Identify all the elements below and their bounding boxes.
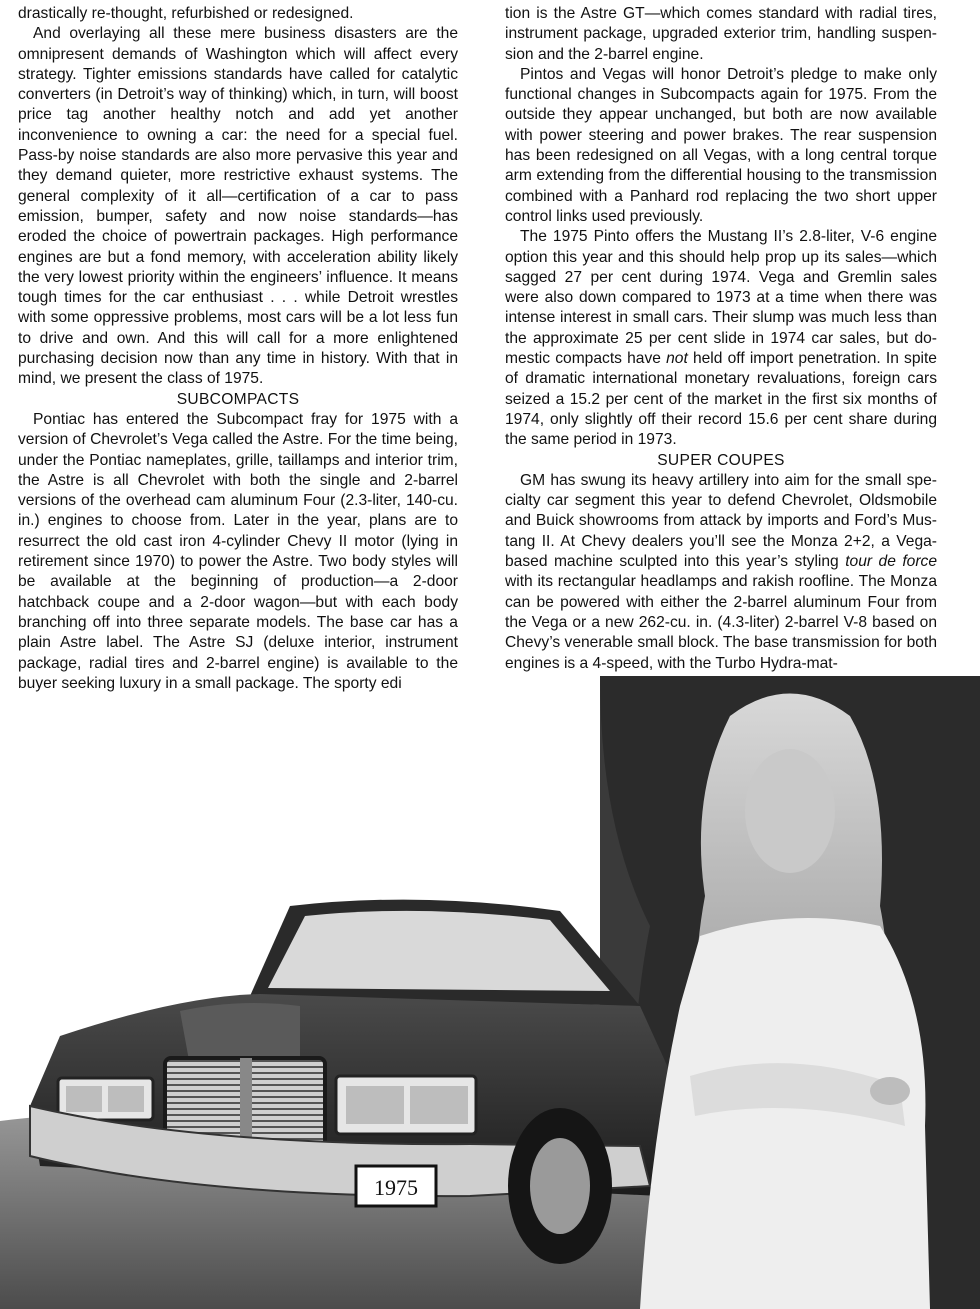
paragraph: drastically re-thought, refurbished or redesigned.	[18, 5, 354, 22]
section-heading-super-coupes: SUPER COUPES	[657, 451, 785, 469]
paragraph: Pontiac has entered the Subcompact fray for 1975 with a version of Chevrolet’s Vega called the Astre. For the time being, under the Pontiac nameplates, grille, taillamps and interior trim, the Astre is all Chevrolet with both the single and 2-barrel versions of the overhead cam aluminum Four (2.3-liter, 140-cu. in.) engines to choose from. Later in the year, plans are to resurrect the old cast iron 4-cylinder Chevy II motor (lying in retirement since 1970) to power the Astre. Two body styles will be available at the beginning of production—a 2-door hatchback coupe and a 2-door wagon—but with each body branching off into three separate models. The base car has a plain Astre label. The Astre SJ (deluxe interior, instrument package, radial tires and 2-barrel engine) is available to the buyer seeking luxury in a small package. The sporty edi	[18, 410, 458, 692]
left-column	[18, 4, 458, 694]
text-run: The 1975 Pinto offers the Mustang II’s 2.8-liter, V-6 engine option this year and this should help prop up its sales—which sagged 27 per cent during 1974. Vega and Gremlin sales were also down compared to 1973 at a time when there was intense interest in small cars. Their slump was much less than the approximate 25 per cent slide in 1974 car sales, but domestic compacts have	[505, 228, 937, 368]
car-and-model-photo	[0, 676, 980, 1309]
paragraph: And overlaying all these mere business disasters are the omnipresent demands of Washington which will affect every strategy. Tighter emissions standards have called for catalytic converters (in Detroit’s way of thinking) which, in turn, will boost price tag another healthy notch and add yet another inconvenience to owning a car: the need for a special fuel. Pass-by noise standards are also more pervasive this year and they demand quieter, more restrictive exhaust systems. The general complexity of it all—certification of a car to pass emission, bumper, safety and now noise standards—has eroded the choice of powertrain packages. High performance engines are but a fond memory, with acceleration ability likely the very lowest priority within the engineers’ influence. It means tough times for the car enthusiast . . . while Detroit wrestles with some oppressive problems, most cars will be a lot less fun to drive and own. And this will call for a more enlightened purchasing decision now than any time in history. With that in mind, we present the class of 1975.	[18, 25, 458, 388]
section-heading-subcompacts: SUBCOMPACTS	[176, 390, 300, 408]
right-column	[505, 4, 937, 694]
text-run: GM has swung its heavy artillery into aim for the small specialty car segment this year to defend Chevrolet, Oldsmobile and Buick showrooms from attack by imports and Ford’s Mustang II. At Chevy dealers you’ll see the Monza 2+2, a Vega-based machine sculpted into this year’s styling	[505, 471, 937, 571]
license-plate-number: 1975	[374, 1175, 418, 1200]
emphasis: tour de force	[845, 553, 937, 571]
paragraph	[505, 471, 937, 674]
text-run: with its rectangular headlamps and rakish roofline. The Monza can be powered with either the 2-barrel aluminum Four from the Vega or a new 262-cu. in. (4.3-liter) 2-barrel V-8 based on Chevy’s venerable small block. The base transmission for both engines is a 4-speed, with the Turbo Hydra-mat-	[505, 573, 937, 672]
paragraph	[505, 227, 937, 450]
paragraph: tion is the Astre GT—which comes standard with radial tires, instrument package, upgraded exterior trim, handling suspension and the 2-barrel engine.	[505, 5, 937, 63]
paragraph: Pintos and Vegas will honor Detroit’s pledge to make only functional changes in Subcompacts again for 1975. From the outside they appear unchanged, but both are now available with power steering and power brakes. The rear suspension has been redesigned on all Vegas, with a long central torque arm extending from the differential housing to the transmission combined with a Panhard rod replacing the two short upper control links used previously.	[505, 65, 937, 225]
emphasis: not	[666, 350, 688, 368]
text-run: held off import penetration. In spite of dramatic international monetary revaluations, foreign cars seized a 15.2 per cent of the market in the first six months of 1974, only slightly off their record 15.6 per cent share during the same period in 1973.	[505, 350, 937, 449]
